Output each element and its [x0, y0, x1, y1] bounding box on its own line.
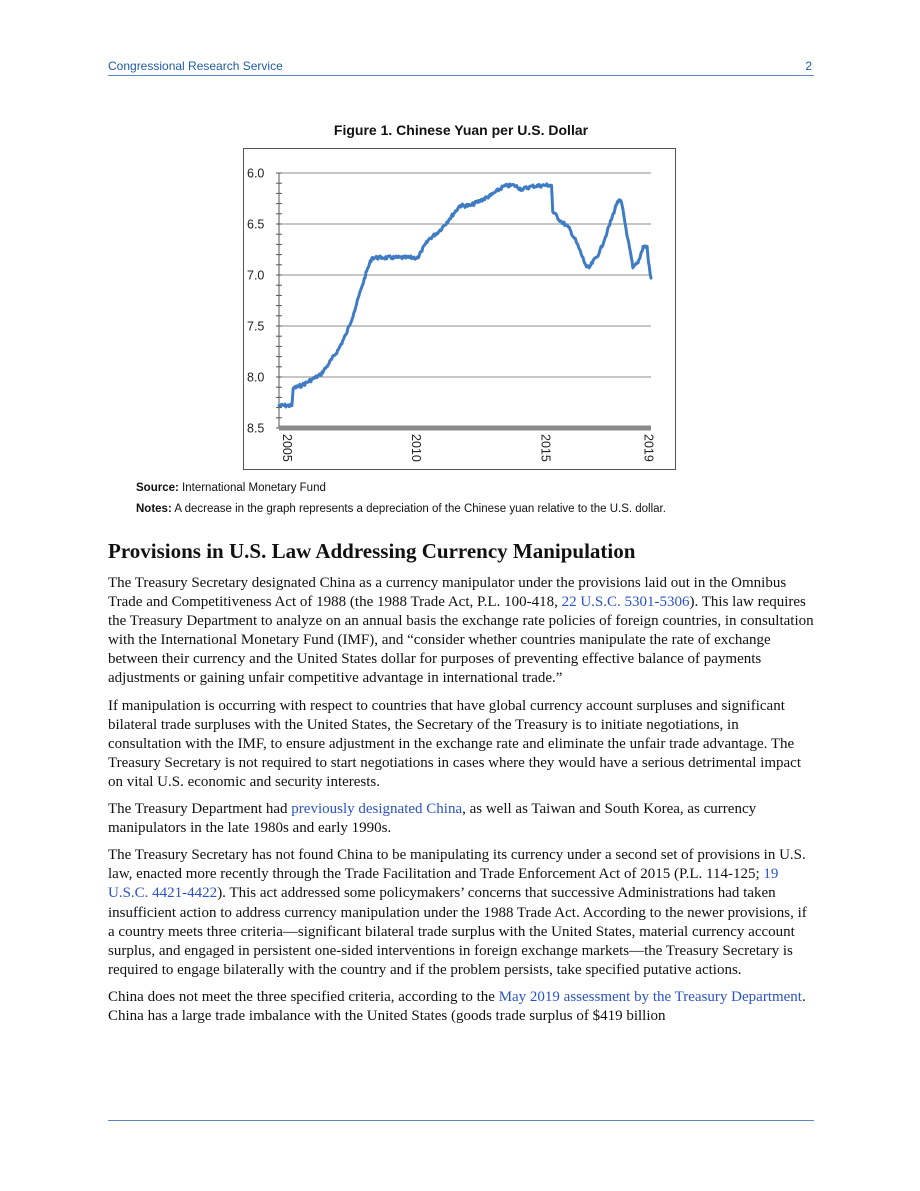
- figure-title: Figure 1. Chinese Yuan per U.S. Dollar: [333, 122, 589, 138]
- treasury-assessment-link[interactable]: May 2019 assessment by the Treasury Department: [498, 988, 802, 1005]
- body-text: [108, 574, 814, 1034]
- paragraph-3: [108, 800, 814, 838]
- previously-designated-link[interactable]: previously designated China: [291, 801, 463, 818]
- p4-text-a: The Treasury Secretary has not found China to be manipulating its currency under a second set of provisions in U.S. law, enacted more recently through the Trade Facilitation and Trade Enforcement Act of 2015 (P.L. 114-125;: [108, 847, 806, 883]
- paragraph-2: If manipulation is occurring with respect to countries that have global currency account surpluses and significant bilateral trade surpluses with the United States, the Secretary of the Treasury is to initiate negotiations, in consultation with the IMF, to ensure adjustment in the exchange rate and eliminate the unfair trade advantage. The Treasury Secretary is not required to start negotiations in cases where they would have a serious detrimental impact on vital U.S. economic and security interests.: [108, 697, 801, 790]
- p5-text-a: China does not meet the three specified criteria, according to the: [108, 988, 499, 1005]
- page-header: [108, 58, 814, 74]
- footer-rule: [108, 1120, 814, 1121]
- header-rule: [108, 75, 814, 76]
- paragraph-5: [108, 988, 814, 1026]
- y-tick-label: 6.5: [247, 217, 265, 232]
- notes-text: A decrease in the graph represents a depreciation of the Chinese yuan relative to the U.S. dollar.: [174, 503, 666, 515]
- page-number: 2: [805, 59, 812, 73]
- notes-label: Notes:: [136, 503, 172, 515]
- p3-text-a: The Treasury Department had: [108, 801, 292, 818]
- yuan-chart: [243, 148, 676, 470]
- chart-frame: [244, 149, 676, 470]
- paragraph-4: [108, 846, 814, 980]
- figure-source: [136, 482, 326, 494]
- y-tick-label: 7.0: [247, 268, 265, 283]
- source-text: International Monetary Fund: [182, 482, 326, 494]
- x-tick-label: 2005: [280, 434, 294, 462]
- header-source: Congressional Research Service: [108, 59, 283, 73]
- p1-text-b: ). This law requires the Treasury Department to analyze on an annual basis the exchange rate policies of foreign countries, in consultation with the International Monetary Fund (IMF), and “consider whether countries manipulate the rate of exchange between their currency and the United States dollar for purposes of preventing effective balance of payments adjustments or gaining unfair competitive advantage in international trade.”: [108, 594, 814, 687]
- y-tick-label: 7.5: [247, 319, 265, 334]
- paragraph-1: [108, 574, 814, 689]
- figure-notes: [136, 503, 666, 515]
- section-heading: Provisions in U.S. Law Addressing Currency Manipulation: [108, 539, 636, 563]
- x-tick-label: 2010: [409, 434, 424, 462]
- y-tick-label: 8.5: [247, 421, 265, 436]
- usc-5301-link[interactable]: 22 U.S.C. 5301-5306: [561, 594, 690, 611]
- p3-text-b: , as well as Taiwan and South Korea, as currency manipulators in the late 1980s and early 1990s.: [108, 801, 757, 837]
- y-tick-label: 6.0: [247, 166, 265, 181]
- source-label: Source:: [136, 482, 179, 494]
- x-tick-label: 2019: [641, 434, 656, 462]
- y-tick-label: 8.0: [247, 370, 265, 385]
- x-tick-label: 2015: [538, 434, 553, 462]
- p1-text-a: The Treasury Secretary designated China as a currency manipulator under the provisions laid out in the Omnibus Trade and Competitiveness Act of 1988 (the 1988 Trade Act, P.L. 100-418,: [108, 575, 787, 611]
- p4-text-b: ). This act addressed some policymakers’ concerns that successive Administrations had taken insufficient action to address currency manipulation under the 1988 Trade Act. According to the newer provisions, if a country meets three criteria—significant bilateral trade surplus with the United States, material currency account surplus, and engaged in persistent one-sided interventions in foreign exchange markets—the Treasury Secretary is required to engage bilaterally with the country and if the problem persists, take specified putative actions.: [108, 885, 807, 978]
- p5-text-b: . China has a large trade imbalance with the United States (goods trade surplus of $419 billion: [108, 988, 806, 1024]
- usc-4421-link[interactable]: 19 U.S.C. 4421-4422: [108, 866, 779, 902]
